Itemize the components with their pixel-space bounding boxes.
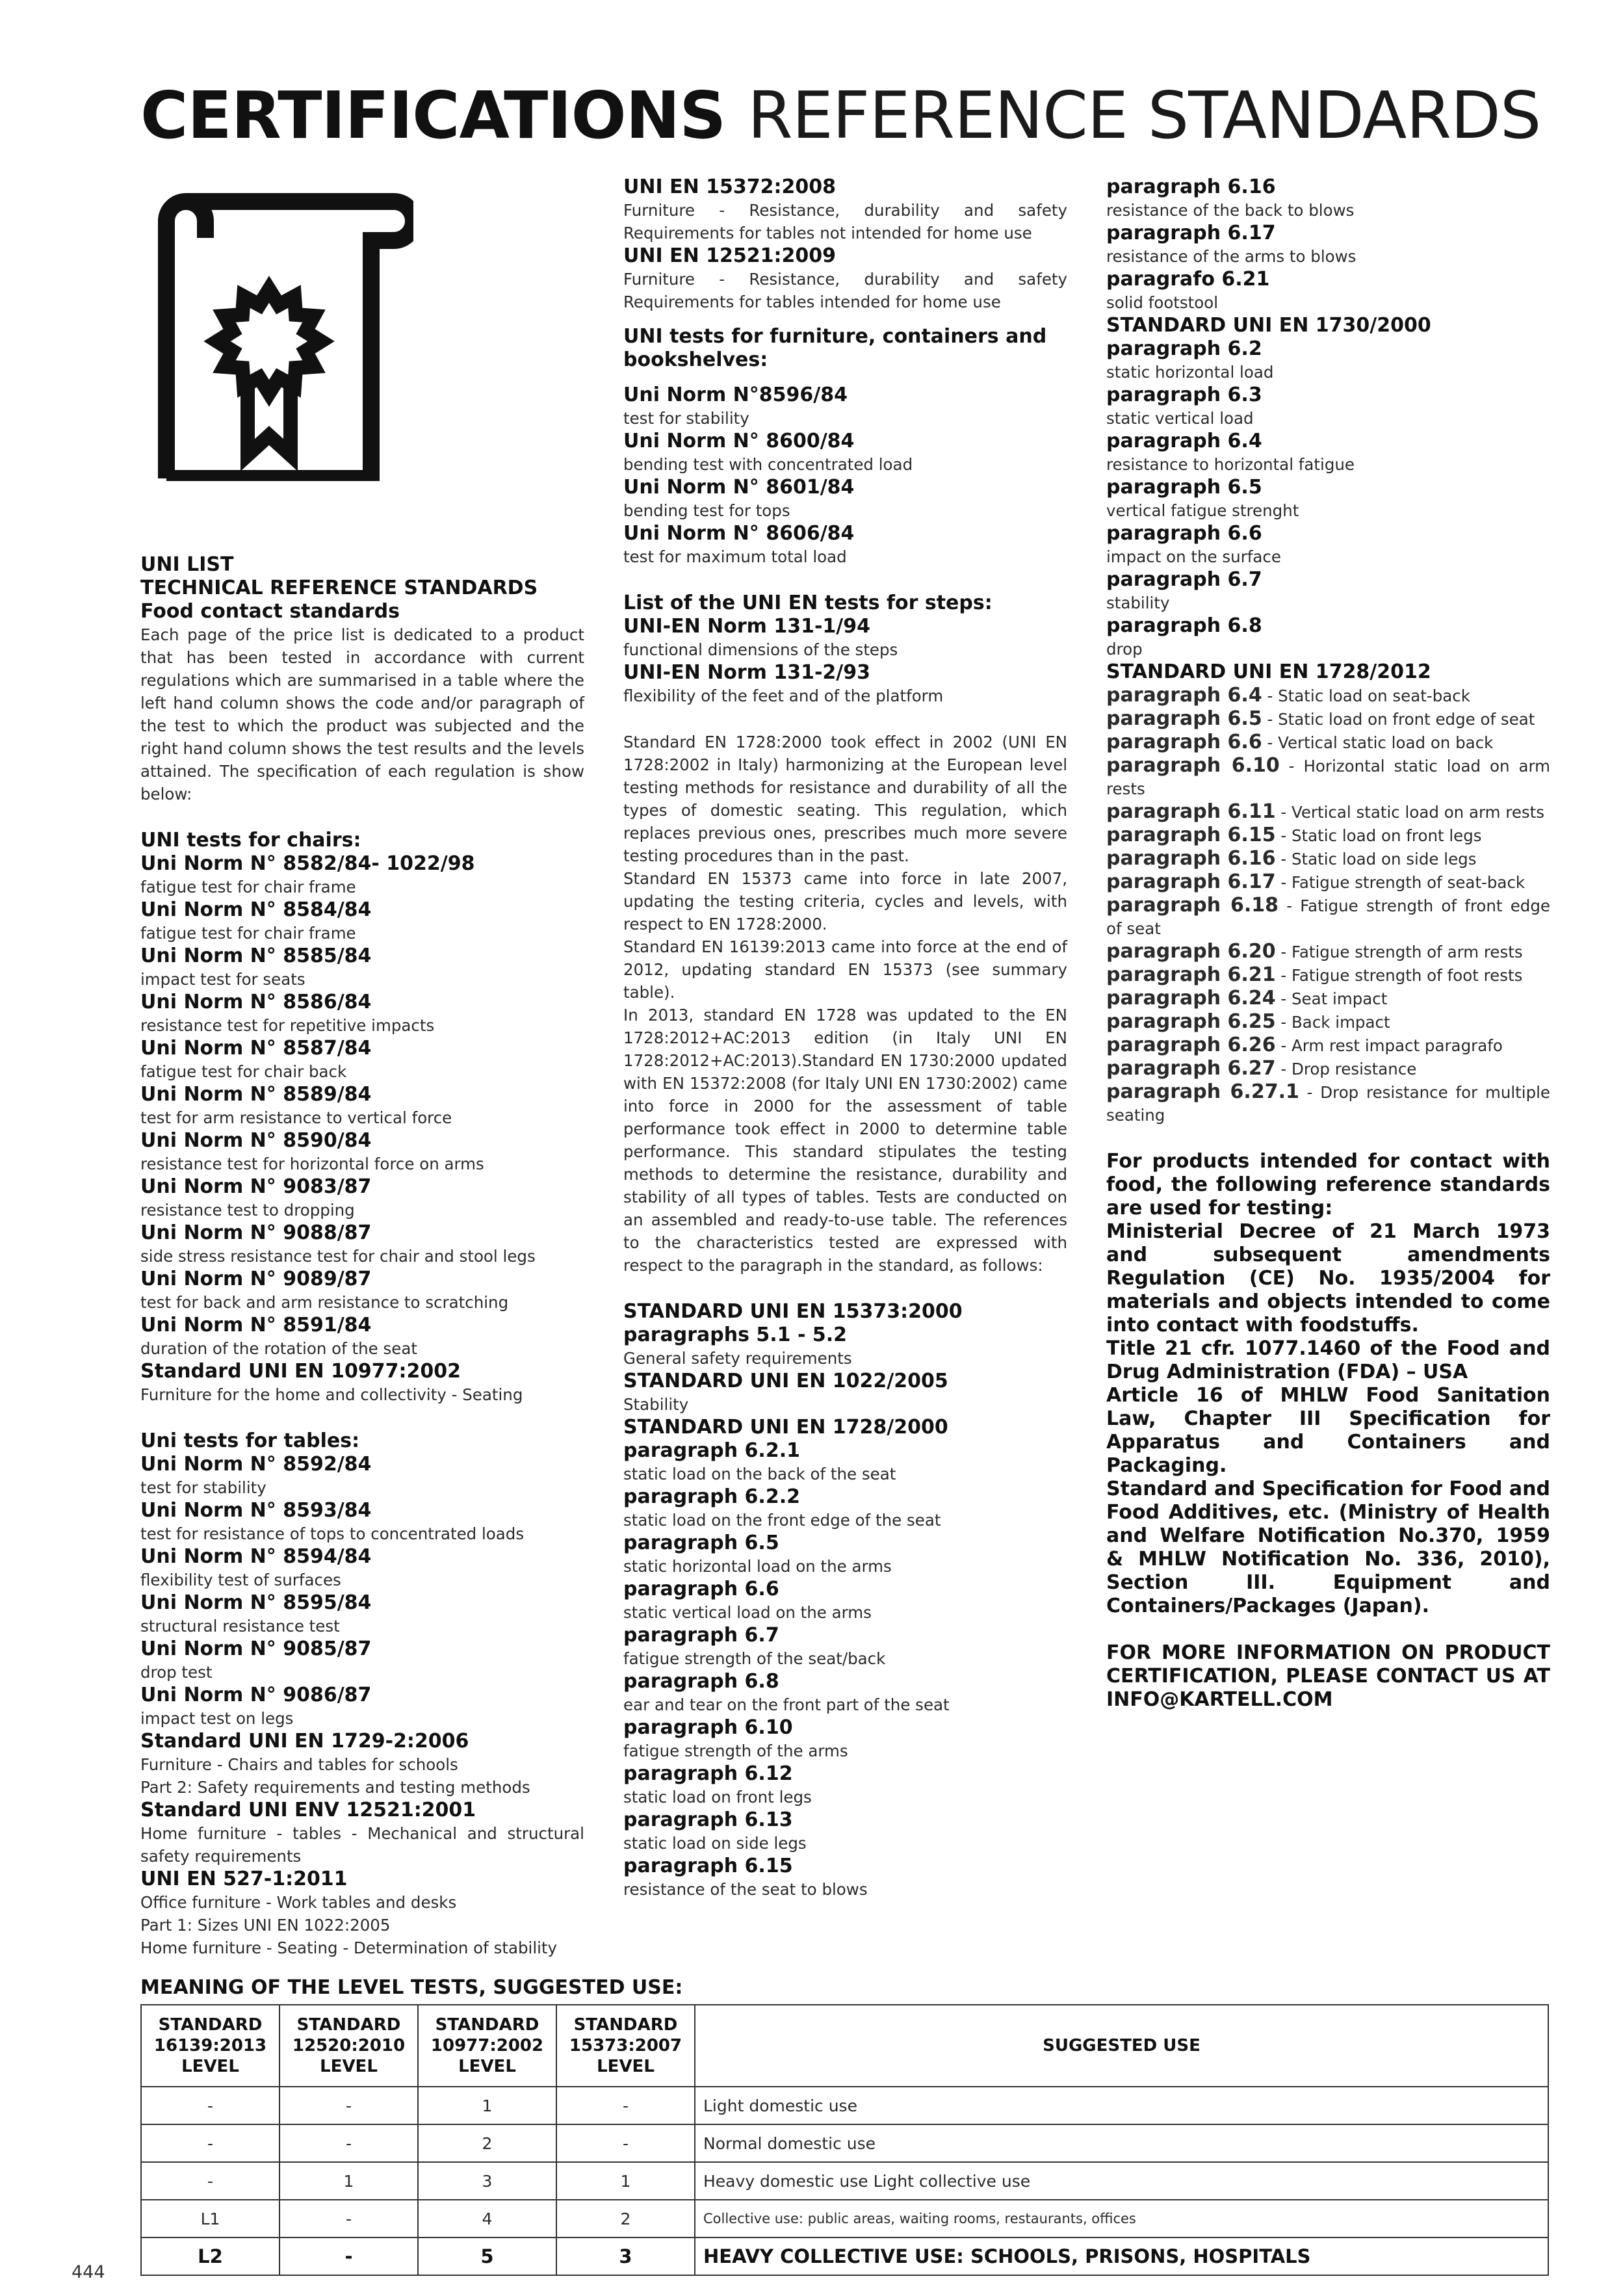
std1728-2012-paragraph-desc: - Static load on front edge of seat	[1262, 710, 1535, 729]
en527-desc-3: Home furniture - Seating - Determination of stability	[140, 1938, 558, 1957]
table-test-code: Uni Norm N° 8593/84	[140, 1499, 372, 1522]
std1728-2012-paragraph-item	[1106, 684, 1550, 707]
std1728-paragraph-desc: resistance of the arms to blows	[1106, 247, 1357, 266]
en12521-code: UNI EN 12521:2009	[623, 244, 836, 267]
header-line: LEVEL	[597, 2057, 655, 2076]
page-title	[140, 77, 1541, 153]
table-test-code: Uni Norm N° 9085/87	[140, 1637, 372, 1660]
title-bold: CERTIFICATIONS	[140, 77, 726, 153]
steps-test-list	[623, 615, 1067, 707]
std1728-paragraph-code: paragraph 6.15	[623, 1855, 793, 1877]
chair-test-code: Uni Norm N° 8590/84	[140, 1129, 372, 1152]
chair-test-code: Uni Norm N° 9088/87	[140, 1221, 372, 1244]
food-standard-paragraph: For products intended for contact with food, the following reference standards are used for testing:	[1106, 1150, 1550, 1220]
std1728-2012-paragraph-desc: - Static load on front legs	[1275, 826, 1482, 845]
std1728-2012-paragraph-desc: - Horizontal static load on arm rests	[1106, 757, 1550, 798]
chair-test-desc: test for back and arm resistance to scratching	[140, 1293, 509, 1312]
level-cell: -	[141, 2087, 279, 2124]
std1730-paragraph-code: paragraph 6.6	[1106, 522, 1262, 545]
standard-level-header	[556, 2005, 695, 2087]
std1728-paragraph-desc: static horizontal load on the arms	[623, 1557, 892, 1576]
std15373-code: STANDARD UNI EN 15373:2000	[623, 1300, 963, 1323]
std1728-2012-paragraph-item	[1106, 870, 1550, 894]
steps-test-desc: functional dimensions of the steps	[623, 640, 898, 659]
chair-test-desc: fatigue test for chair frame	[140, 878, 356, 896]
std1730-paragraph-code: paragraph 6.5	[1106, 476, 1262, 499]
chair-test-desc: fatigue test for chair back	[140, 1062, 347, 1081]
std1728-paragraph-list	[623, 1439, 1067, 1901]
level-cell: 3	[418, 2162, 556, 2200]
standard-level-header	[279, 2005, 418, 2087]
std1728-2012-paragraph-item	[1106, 987, 1550, 1010]
prose-paragraph: Standard EN 15373 came into force in late 2007, updating the testing criteria, cycles and levels, with respect to EN 1728:2000.	[623, 869, 1067, 933]
table-test-code: Uni Norm N° 8592/84	[140, 1453, 372, 1476]
header-line: LEVEL	[458, 2057, 516, 2076]
std1728-2012-paragraph-code: paragraph 6.11	[1106, 800, 1276, 823]
std1730-paragraph-desc: stability	[1106, 594, 1170, 612]
prose-paragraph: Standard EN 16139:2013 came into force at the end of 2012, updating standard EN 15373 (see summary table).	[623, 937, 1067, 1002]
level-cell: 2	[556, 2200, 695, 2237]
container-test-code: Uni Norm N° 8606/84	[623, 522, 855, 545]
header-line: STANDARD	[296, 2015, 401, 2035]
chair-test-code: Uni Norm N° 8585/84	[140, 945, 372, 967]
steps-test-code: UNI-EN Norm 131-2/93	[623, 661, 870, 684]
chair-test-desc: Furniture for the home and collectivity - Seating	[140, 1385, 523, 1404]
chair-test-code: Uni Norm N° 8582/84- 1022/98	[140, 852, 475, 875]
std1728-2012-paragraph-item	[1106, 940, 1550, 963]
std1730-paragraph-desc: drop	[1106, 640, 1143, 659]
std1728-2012-paragraph-code: paragraph 6.24	[1106, 987, 1276, 1010]
level-cell: -	[279, 2124, 418, 2162]
std1728-2012-paragraph-item	[1106, 894, 1550, 940]
suggested-use-cell: Heavy domestic use Light collective use	[695, 2162, 1548, 2200]
std1728-2012-paragraph-code: paragraph 6.27.1	[1106, 1080, 1299, 1103]
column-left	[140, 553, 584, 1959]
std1728-paragraph-desc: solid footstool	[1106, 293, 1219, 312]
level-cell: 5	[418, 2237, 556, 2275]
container-test-desc: test for maximum total load	[623, 547, 847, 566]
table-test-desc: drop test	[140, 1663, 213, 1682]
std1728-paragraph-desc: fatigue strength of the arms	[623, 1742, 848, 1760]
std1728-2012-paragraph-code: paragraph 6.25	[1106, 1010, 1276, 1033]
prose-paragraph: In 2013, standard EN 1728 was updated to the EN 1728:2012+AC:2013 edition (in Italy UNI EN 1728:2012+AC:2013).Standard EN 1730:2000 updated with EN 15372:2008 (for Italy UNI EN 1730:2002) came into force in 2000 for the assessment of table performance took effect in 2000 to determine table performance. This standard stipulates the testing methods to determine the resistance, durability and stability of all types of tables. Tests are conducted on an assembled and ready-to-use table. The references to the characteristics tested are expressed with respect to the paragraph in the standard, as follows:	[623, 1006, 1067, 1275]
level-cell: -	[279, 2237, 418, 2275]
env12521-desc: Home furniture - tables - Mechanical and structural safety requirements	[140, 1824, 584, 1866]
std1728-2012-paragraph-item	[1106, 754, 1550, 800]
table-test-code: Uni Norm N° 8594/84	[140, 1545, 372, 1568]
std1730-paragraph-code: paragraph 6.4	[1106, 430, 1262, 452]
suggested-use-header	[695, 2005, 1548, 2087]
intro-paragraph: Each page of the price list is dedicated to a product that has been tested in accordance with current regulations which are summarised in a table where the left hand column shows the code and/or paragraph of the test to which the product was subjected and the right hand column shows the test results and the levels attained. The specification of each regulation is show below:	[140, 625, 584, 803]
level-cell: -	[141, 2124, 279, 2162]
std1728-2012-paragraph-desc: - Fatigue strength of seat-back	[1275, 873, 1526, 892]
std1728-2012-paragraph-item	[1106, 731, 1550, 754]
header-line: 12520:2010	[292, 2036, 406, 2055]
env12521-code: Standard UNI ENV 12521:2001	[140, 1799, 476, 1821]
std1730-paragraph-code: paragraph 6.2	[1106, 337, 1262, 360]
std1728-2012-paragraph-code: paragraph 6.26	[1106, 1034, 1276, 1056]
std1728-2012-paragraph-desc: - Fatigue strength of front edge of seat	[1106, 896, 1550, 938]
std1728-continued-list	[1106, 176, 1550, 314]
food-standard-paragraph: Article 16 of MHLW Food Sanitation Law, Chapter III Specification for Apparatus and Containers and Packaging.	[1106, 1384, 1550, 1477]
std1728-2012-paragraph-desc: - Vertical static load on arm rests	[1275, 803, 1545, 822]
std1728-paragraph-code: paragraph 6.16	[1106, 176, 1276, 198]
std1728-paragraph-code: paragraph 6.6	[623, 1578, 779, 1600]
container-test-desc: bending test for tops	[623, 501, 790, 520]
std1728-2012-paragraph-code: paragraph 6.10	[1106, 754, 1280, 777]
steps-section-title: List of the UNI EN tests for steps:	[623, 592, 993, 614]
std1728-2012-paragraph-item	[1106, 707, 1550, 731]
containers-section-title: UNI tests for furniture, containers and bookshelves:	[623, 325, 1047, 371]
std1728-2012-paragraph-code: paragraph 6.17	[1106, 870, 1276, 893]
std1728-2012-paragraph-desc: - Static load on seat-back	[1262, 686, 1470, 705]
chair-test-code: Uni Norm N° 9083/87	[140, 1175, 372, 1198]
std1728-2012-paragraph-desc: - Arm rest impact paragrafo	[1275, 1036, 1503, 1055]
level-cell: L1	[141, 2200, 279, 2237]
containers-test-list	[623, 384, 1067, 568]
en527-code: UNI EN 527-1:2011	[140, 1868, 348, 1890]
std1728-paragraph-code: paragraph 6.8	[623, 1670, 779, 1693]
std1730-paragraph-desc: resistance to horizontal fatigue	[1106, 455, 1355, 474]
en15372-code: UNI EN 15372:2008	[623, 176, 836, 198]
header-line: STANDARD	[573, 2015, 678, 2035]
std1728-2012-paragraph-code: paragraph 6.4	[1106, 684, 1262, 707]
std1728-2012-paragraph-item	[1106, 1080, 1550, 1127]
std1728-2012-paragraph-desc: - Fatigue strength of foot rests	[1275, 966, 1523, 985]
header-line: LEVEL	[181, 2057, 239, 2076]
header-line: 16139:2013	[153, 2036, 267, 2055]
header-line: 15373:2007	[569, 2036, 682, 2055]
std1728-paragraph-code: paragraph 6.2.1	[623, 1439, 800, 1462]
contact-notice: FOR MORE INFORMATION ON PRODUCT CERTIFICATION, PLEASE CONTACT US AT INFO@KARTELL.COM	[1106, 1641, 1550, 1711]
tables-test-list	[140, 1453, 584, 1730]
en1729-desc-2: Part 2: Safety requirements and testing methods	[140, 1778, 530, 1797]
std1728-2012-code: STANDARD UNI EN 1728/2012	[1106, 660, 1431, 683]
suggested-use-cell: Light domestic use	[695, 2087, 1548, 2124]
std1728-paragraph-desc: ear and tear on the front part of the seat	[623, 1695, 950, 1714]
std1730-paragraph-desc: impact on the surface	[1106, 547, 1281, 566]
std1730-paragraph-desc: vertical fatigue strenght	[1106, 501, 1299, 520]
std1728-2012-paragraph-code: paragraph 6.21	[1106, 963, 1276, 986]
standard-level-header	[418, 2005, 556, 2087]
std1728-2012-paragraph-item	[1106, 824, 1550, 847]
level-cell: 2	[418, 2124, 556, 2162]
chair-test-code: Uni Norm N° 8587/84	[140, 1037, 372, 1060]
level-table-header-row	[141, 2005, 1548, 2087]
std1728-2012-paragraph-item	[1106, 1057, 1550, 1080]
std1728-2012-paragraph-code: paragraph 6.27	[1106, 1057, 1276, 1080]
std1728-2012-paragraph-desc: - Drop resistance for multiple seating	[1106, 1083, 1550, 1125]
level-cell: -	[141, 2162, 279, 2200]
level-table-row	[141, 2237, 1548, 2275]
chair-test-code: Standard UNI EN 10977:2002	[140, 1360, 461, 1383]
chair-test-desc: impact test for seats	[140, 970, 305, 989]
suggested-use-cell: HEAVY COLLECTIVE USE: SCHOOLS, PRISONS, HOSPITALS	[695, 2237, 1548, 2275]
chair-test-code: Uni Norm N° 8591/84	[140, 1314, 372, 1337]
std1728-2012-paragraph-desc: - Static load on side legs	[1275, 850, 1477, 868]
std1728-paragraph-code: paragrafo 6.21	[1106, 268, 1270, 291]
std1728-2012-paragraph-desc: - Back impact	[1275, 1013, 1390, 1032]
food-standard-paragraph: Ministerial Decree of 21 March 1973 and subsequent amendments Regulation (CE) No. 1935/2004 for materials and objects intended to come into contact with foodstuffs.	[1106, 1220, 1550, 1337]
level-cell: -	[556, 2087, 695, 2124]
level-table-row	[141, 2162, 1548, 2200]
std1728-paragraph-desc: fatigue strength of the seat/back	[623, 1649, 886, 1668]
chair-test-desc: duration of the rotation of the seat	[140, 1339, 417, 1358]
std1728-paragraph-desc: static vertical load on the arms	[623, 1603, 872, 1622]
column-middle	[623, 176, 1067, 1901]
std15373-paragraphs: paragraphs 5.1 - 5.2	[623, 1324, 848, 1346]
en15372-desc: Furniture - Resistance, durability and safety Requirements for tables not intended for home use	[623, 201, 1067, 242]
table-test-desc: test for stability	[140, 1478, 266, 1497]
steps-test-code: UNI-EN Norm 131-1/94	[623, 615, 870, 638]
level-table-row	[141, 2200, 1548, 2237]
standards-history-text	[623, 731, 1067, 1277]
header-line: SUGGESTED USE	[1043, 2036, 1201, 2055]
std1730-paragraph-code: paragraph 6.8	[1106, 614, 1262, 637]
std1728-paragraph-desc: static load on front legs	[623, 1788, 812, 1807]
std1728-2012-paragraph-item	[1106, 1034, 1550, 1057]
std1728-2012-paragraph-code: paragraph 6.15	[1106, 824, 1276, 846]
container-test-code: Uni Norm N°8596/84	[623, 384, 848, 406]
chairs-section-title: UNI tests for chairs:	[140, 829, 361, 852]
std1728-paragraph-desc: resistance of the seat to blows	[623, 1880, 868, 1899]
title-light: REFERENCE STANDARDS	[747, 77, 1541, 153]
std1728-code: STANDARD UNI EN 1728/2000	[623, 1416, 948, 1439]
page-number: 444	[71, 2262, 105, 2282]
table-test-code: Uni Norm N° 9086/87	[140, 1684, 372, 1706]
chair-test-desc: resistance test for repetitive impacts	[140, 1016, 435, 1035]
table-test-code: Uni Norm N° 8595/84	[140, 1591, 372, 1614]
food-standard-paragraph: Standard and Specification for Food and Food Additives, etc. (Ministry of Health and Welfare Notification No.370, 1959 & MHLW Notification No. 336, 2010), Section III. Equipment and Containers/Packages (Japan).	[1106, 1478, 1550, 1617]
std1730-paragraph-code: paragraph 6.7	[1106, 568, 1262, 591]
std1728-2012-paragraph-desc: - Seat impact	[1275, 989, 1388, 1008]
chair-test-code: Uni Norm N° 9089/87	[140, 1268, 372, 1290]
std1728-2012-paragraph-code: paragraph 6.18	[1106, 894, 1279, 917]
table-test-desc: structural resistance test	[140, 1617, 340, 1636]
technical-reference-heading: TECHNICAL REFERENCE STANDARDS	[140, 577, 538, 599]
level-cell: 3	[556, 2237, 695, 2275]
std1728-2012-paragraph-desc: - Fatigue strength of arm rests	[1275, 943, 1523, 961]
standard-level-header	[141, 2005, 279, 2087]
level-cell: -	[279, 2200, 418, 2237]
std1728-paragraph-code: paragraph 6.13	[623, 1808, 793, 1831]
std1728-2012-paragraph-desc: - Drop resistance	[1275, 1060, 1417, 1078]
std15373-desc: General safety requirements	[623, 1349, 852, 1368]
table-test-desc: flexibility test of surfaces	[140, 1571, 341, 1589]
header-line: STANDARD	[435, 2015, 539, 2035]
std1730-paragraph-desc: static horizontal load	[1106, 363, 1274, 382]
level-cell: -	[556, 2124, 695, 2162]
food-contact-standards	[1106, 1150, 1550, 1618]
header-line: LEVEL	[320, 2057, 378, 2076]
chair-test-desc: resistance test for horizontal force on arms	[140, 1155, 484, 1173]
prose-paragraph: Standard EN 1728:2000 took effect in 2002 (UNI EN 1728:2002 in Italy) harmonizing at the European level testing methods for resistance and durability of all the types of domestic seating. This regulation, which replaces previous ones, prescribes much more severe testing procedures than in the past.	[623, 733, 1067, 865]
chair-test-code: Uni Norm N° 8589/84	[140, 1083, 372, 1106]
std1728-paragraph-code: paragraph 6.17	[1106, 222, 1276, 244]
container-test-desc: test for stability	[623, 409, 749, 428]
std1728-2012-paragraph-desc: - Vertical static load on back	[1262, 733, 1494, 752]
std1728-2012-paragraph-item	[1106, 847, 1550, 870]
food-standard-paragraph: Title 21 cfr. 1077.1460 of the Food and Drug Administration (FDA) – USA	[1106, 1337, 1550, 1383]
en527-desc-1: Office furniture - Work tables and desks	[140, 1893, 457, 1912]
std1728-paragraph-code: paragraph 6.5	[623, 1532, 779, 1554]
chair-test-code: Uni Norm N° 8586/84	[140, 991, 372, 1013]
table-test-desc: impact test on legs	[140, 1709, 294, 1728]
std1728-2012-paragraph-code: paragraph 6.6	[1106, 731, 1262, 753]
chair-test-code: Uni Norm N° 8584/84	[140, 898, 372, 921]
header-line: STANDARD	[158, 2015, 263, 2035]
std1730-paragraph-code: paragraph 6.3	[1106, 384, 1262, 406]
suggested-use-cell: Collective use: public areas, waiting rooms, restaurants, offices	[695, 2200, 1548, 2237]
std1728-paragraph-code: paragraph 6.10	[623, 1716, 793, 1739]
uni-list-heading: UNI LIST	[140, 553, 234, 576]
std1730-paragraph-desc: static vertical load	[1106, 409, 1254, 428]
level-tests-table	[140, 2004, 1549, 2276]
chair-test-desc: resistance test to dropping	[140, 1201, 355, 1220]
std1728-paragraph-desc: resistance of the back to blows	[1106, 201, 1355, 220]
chair-test-desc: side stress resistance test for chair and stool legs	[140, 1247, 536, 1266]
std1728-2012-paragraph-item	[1106, 1010, 1550, 1034]
level-table-row	[141, 2087, 1548, 2124]
std1728-paragraph-code: paragraph 6.7	[623, 1624, 779, 1647]
en1729-desc-1: Furniture - Chairs and tables for schools	[140, 1755, 458, 1774]
container-test-code: Uni Norm N° 8601/84	[623, 476, 855, 499]
level-cell: 1	[279, 2162, 418, 2200]
level-cell: 4	[418, 2200, 556, 2237]
suggested-use-cell: Normal domestic use	[695, 2124, 1548, 2162]
column-right	[1106, 176, 1550, 1712]
level-cell: L2	[141, 2237, 279, 2275]
level-cell: -	[279, 2087, 418, 2124]
en12521-desc: Furniture - Resistance, durability and safety Requirements for tables intended for home use	[623, 270, 1067, 311]
tables-section-title: Uni tests for tables:	[140, 1429, 360, 1452]
level-cell: 1	[418, 2087, 556, 2124]
header-line: 10977:2002	[430, 2036, 544, 2055]
food-contact-heading: Food contact standards	[140, 600, 400, 623]
std1728-2012-paragraph-code: paragraph 6.20	[1106, 940, 1276, 963]
std1022-code: STANDARD UNI EN 1022/2005	[623, 1370, 948, 1392]
container-test-desc: bending test with concentrated load	[623, 455, 913, 474]
en527-desc-2: Part 1: Sizes UNI EN 1022:2005	[140, 1916, 391, 1935]
chairs-test-list	[140, 852, 584, 1406]
level-table-title: MEANING OF THE LEVEL TESTS, SUGGESTED USE:	[140, 1976, 683, 1999]
std1728-2012-paragraph-item	[1106, 800, 1550, 824]
std1728-2012-paragraph-code: paragraph 6.16	[1106, 847, 1276, 870]
std1728-paragraph-code: paragraph 6.12	[623, 1762, 793, 1785]
container-test-code: Uni Norm N° 8600/84	[623, 430, 855, 452]
certificate-scroll-icon	[140, 176, 413, 481]
std1728-2012-paragraph-code: paragraph 6.5	[1106, 707, 1262, 730]
table-test-desc: test for resistance of tops to concentrated loads	[140, 1524, 525, 1543]
level-cell: 1	[556, 2162, 695, 2200]
std1730-paragraph-list	[1106, 337, 1550, 660]
std1728-2012-paragraph-item	[1106, 963, 1550, 987]
std1728-paragraph-desc: static load on the back of the seat	[623, 1465, 896, 1483]
std1728-paragraph-desc: static load on the front edge of the seat	[623, 1511, 941, 1530]
chair-test-desc: fatigue test for chair frame	[140, 924, 356, 943]
chair-test-desc: test for arm resistance to vertical force	[140, 1108, 452, 1127]
std1728-2012-paragraph-list	[1106, 684, 1550, 1127]
std1728-paragraph-desc: static load on side legs	[623, 1834, 807, 1853]
level-table-row	[141, 2124, 1548, 2162]
std1728-paragraph-code: paragraph 6.2.2	[623, 1485, 800, 1508]
steps-test-desc: flexibility of the feet and of the platform	[623, 686, 944, 705]
std1730-code: STANDARD UNI EN 1730/2000	[1106, 314, 1431, 337]
en1729-code: Standard UNI EN 1729-2:2006	[140, 1730, 469, 1753]
std1022-desc: Stability	[623, 1395, 689, 1414]
